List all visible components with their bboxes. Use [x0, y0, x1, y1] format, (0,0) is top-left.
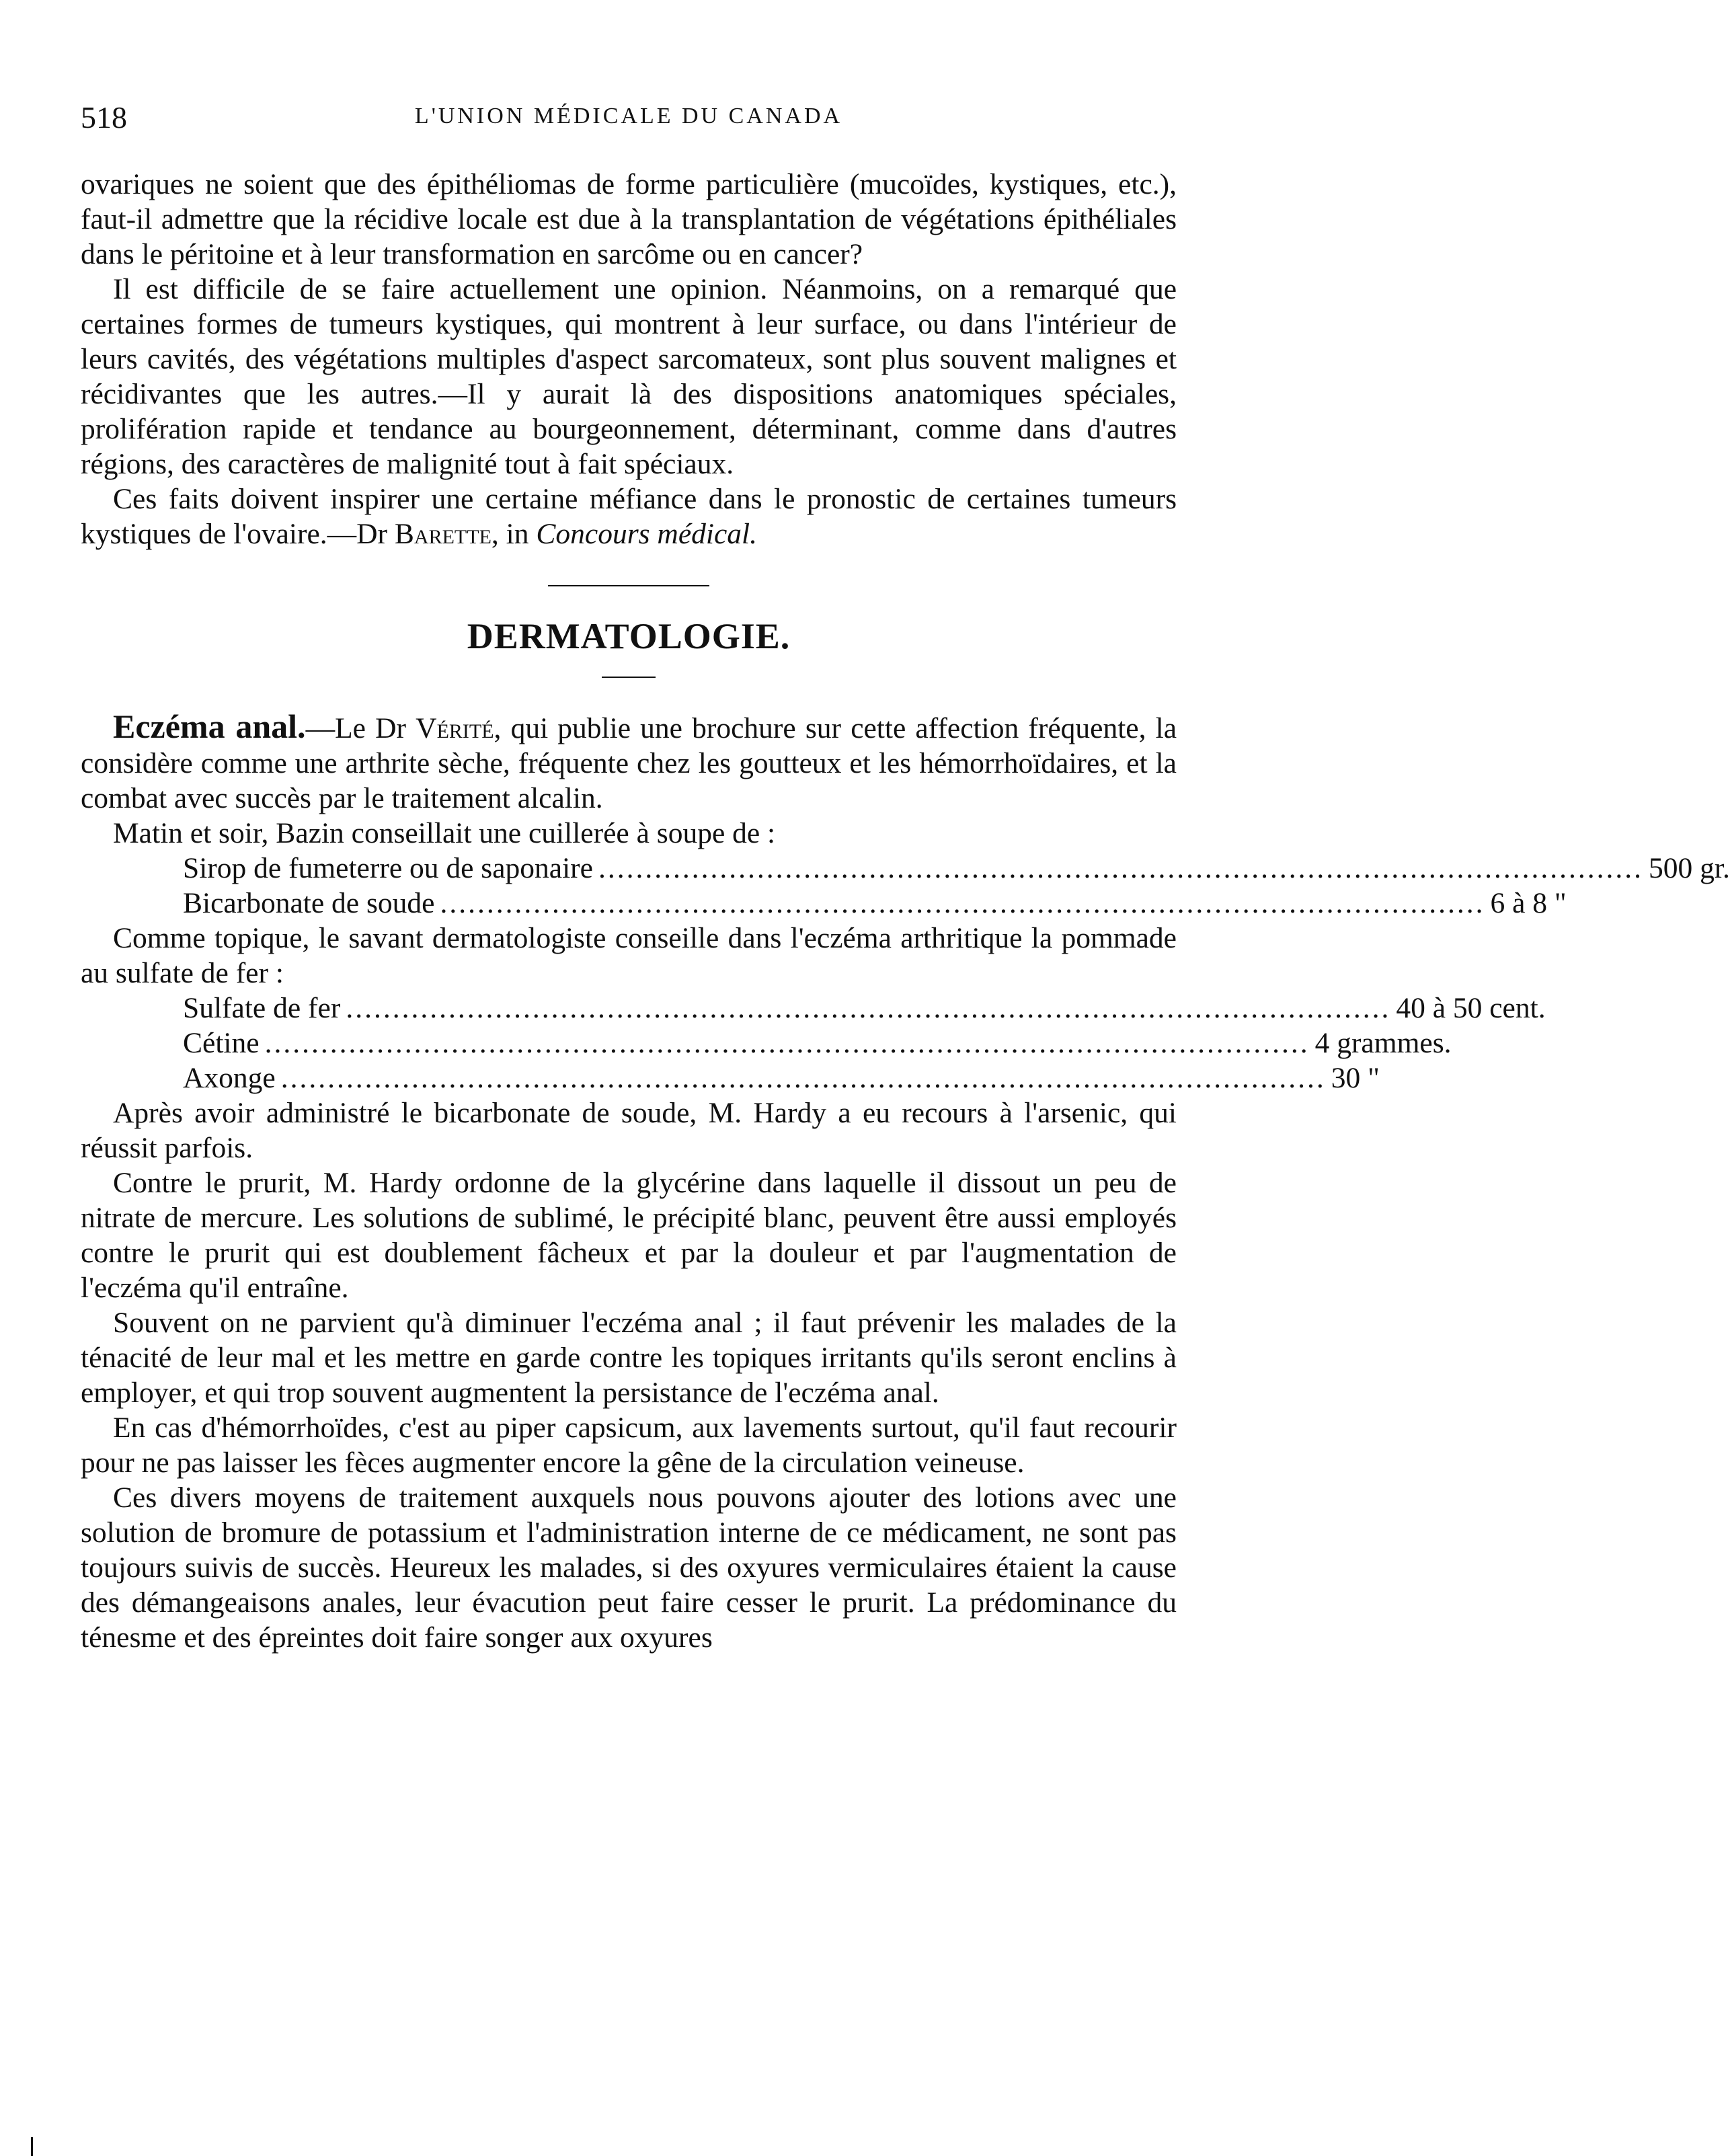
leader-dots: ................................................................................................................	[346, 992, 1391, 1024]
ingredient-quantity: 500 gr.	[1648, 852, 1730, 884]
separator-rule-short	[602, 677, 656, 678]
author-name-verite: Vérité	[416, 712, 494, 744]
leader-dots: ................................................................................................................	[598, 852, 1643, 884]
paragraph-prurit: Contre le prurit, M. Hardy ordonne de la glycérine dans laquelle il dissout un peu de nitrate de mercure. Les solutions de sublimé, le précipité blanc, peuvent être aussi employés contre le prurit qui est doublement fâcheux et par la douleur et par l'augmentation de l'eczéma qu'il entraîne.	[81, 1167, 1177, 1304]
separator-rule	[548, 585, 709, 586]
recipe-row	[183, 851, 1730, 886]
source-journal: Concours médical.	[536, 518, 758, 550]
page-number: 518	[81, 100, 127, 134]
article-lead: Eczéma anal.	[113, 707, 306, 745]
leader-dots: ................................................................................................................	[280, 1062, 1326, 1094]
leader-dots: ................................................................................................................	[440, 887, 1485, 919]
recipe-bazin	[183, 851, 1730, 921]
ingredient-name: Cétine	[183, 1027, 260, 1059]
paragraph-opinion: Il est difficile de se faire actuellement une opinion. Néanmoins, on a remarqué que certaines formes de tumeurs kystiques, qui montrent à leur surface, ou dans l'intérieur de leurs cavités, des végétations multiples d'aspect sarcomateux, sont plus souvent malignes et récidivantes que les autres.—Il y aurait là des dispositions anatomiques spéciales, prolifération rapide et tendance au bourgeonnement, déterminant, comme dans d'autres régions, des caractères de malignité tout à fait spéciaux.	[81, 273, 1177, 480]
ingredient-quantity: 30 "	[1331, 1062, 1380, 1094]
ingredient-name: Sirop de fumeterre ou de saponaire	[183, 852, 593, 884]
page-body	[81, 167, 1730, 1655]
intro-text-a: —Le Dr	[305, 712, 416, 744]
running-title: L'UNION MÉDICALE DU CANADA	[414, 104, 843, 128]
page-header	[81, 100, 1177, 140]
recipe-row	[183, 1026, 1452, 1061]
recipe-pommade	[183, 991, 1546, 1095]
paragraph-bazin: Matin et soir, Bazin conseillait une cuillerée à soupe de :	[113, 817, 776, 849]
leader-dots: ................................................................................................................	[264, 1027, 1310, 1059]
paragraph-conclusion	[81, 482, 1177, 551]
paragraph-continuation: ovariques ne soient que des épithéliomas de forme particulière (mucoïdes, kystiques, etc.), faut-il admettre que la récidive locale est due à la transplantation de végétations épithéliales dans le péritoine et à leur transformation en sarcôme ou en cancer?	[81, 168, 1177, 270]
ingredient-quantity: 4 grammes.	[1314, 1027, 1452, 1059]
margin-mark	[31, 2137, 33, 2156]
ingredient-quantity: 6 à 8 "	[1490, 887, 1567, 919]
author-name: Barette	[394, 518, 492, 550]
paragraph-hemorrhoides: En cas d'hémorrhoïdes, c'est au piper capsicum, aux lavements surtout, qu'il faut recourir pour ne pas laisser les fèces augmenter encore la gêne de la circulation veineuse.	[81, 1412, 1177, 1479]
ingredient-quantity: 40 à 50 cent.	[1396, 992, 1546, 1024]
intro-text-b: , qui publie une brochure sur cette affection fréquente, la considère comme une arthrite sèche, fréquente chez les goutteux et les hémorrhoïdaires, et la combat avec succès par le traitement alcalin.	[81, 712, 1177, 814]
recipe-row	[183, 1061, 1380, 1095]
paragraph-tenacite: Souvent on ne parvient qu'à diminuer l'eczéma anal ; il faut prévenir les malades de la ténacité de leur mal et les mettre en garde contre les topiques irritants qu'ils seront enclins à employer, et qui trop souvent augmentent la persistance de l'eczéma anal.	[81, 1307, 1177, 1409]
conclusion-text: Ces faits doivent inspirer une certaine méfiance dans le pronostic de certaines tumeurs kystiques de l'ovaire.—Dr	[81, 483, 1177, 550]
recipe-row	[183, 886, 1567, 921]
paragraph-hardy-arsenic: Après avoir administré le bicarbonate de soude, M. Hardy a eu recours à l'arsenic, qui réussit parfois.	[81, 1097, 1177, 1164]
paragraph-traitement: Ces divers moyens de traitement auxquels nous pouvons ajouter des lotions avec une solution de bromure de potassium et l'administration interne de ce médicament, ne sont pas toujours suivis de succès. Heureux les malades, si des oxyures vermiculaires étaient la cause des démangeaisons anales, leur évacution peut faire cesser le prurit. La prédominance du ténesme et des épreintes doit faire songer aux oxyures	[81, 1481, 1177, 1654]
citation-connector: , in	[491, 518, 537, 550]
recipe-row	[183, 991, 1546, 1026]
paragraph-topique: Comme topique, le savant dermatologiste conseille dans l'eczéma arthritique la pommade au sulfate de fer :	[81, 922, 1177, 989]
section-title: DERMATOLOGIE.	[467, 616, 791, 656]
paragraph-eczema-intro	[81, 709, 1177, 816]
ingredient-name: Axonge	[183, 1062, 276, 1094]
ingredient-name: Sulfate de fer	[183, 992, 341, 1024]
ingredient-name: Bicarbonate de soude	[183, 887, 435, 919]
